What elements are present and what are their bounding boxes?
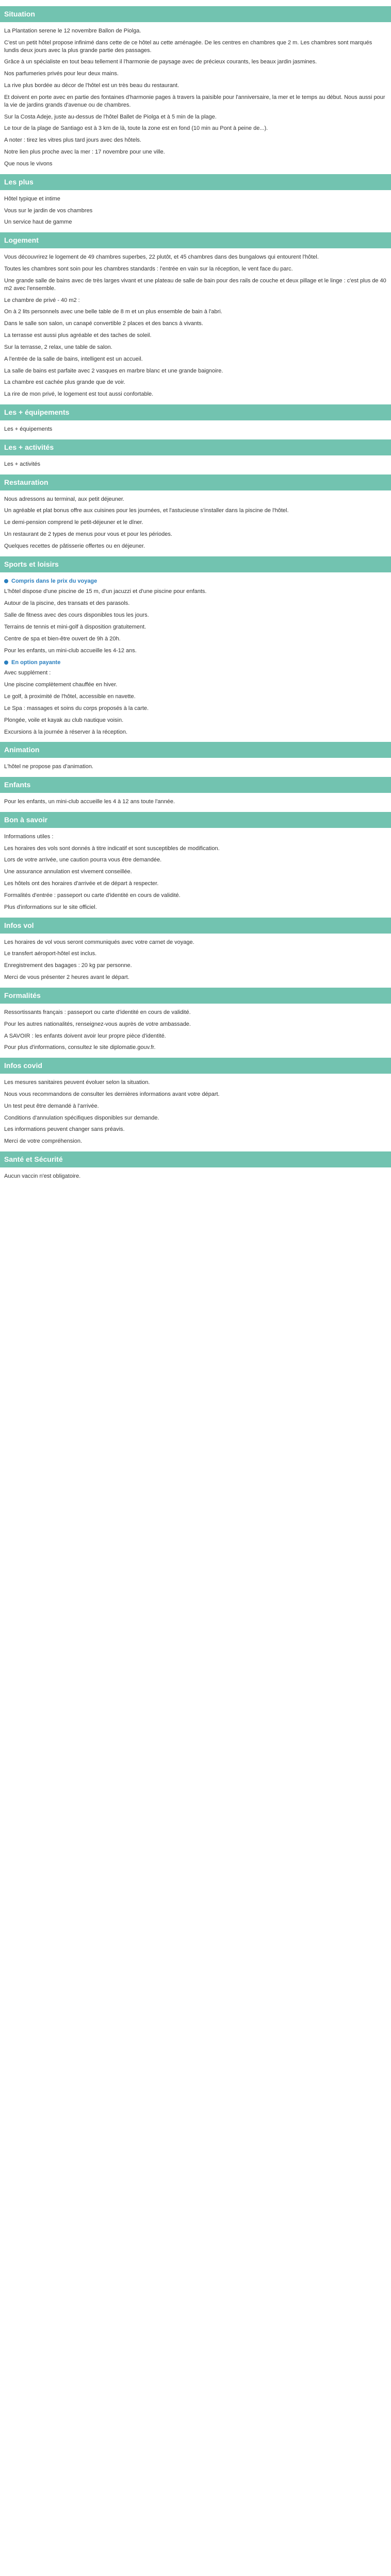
text: Vous découvrirez le logement de 49 chambres superbes, 22 plutôt, et 45 chambres dans des bungalows qui entourent l'hôtel.: [4, 254, 319, 261]
text: Terrains de tennis et mini-golf à disposition gratuitement.: [4, 623, 146, 630]
section-infos-vol-body: [0, 939, 391, 981]
section-formalites-body: [0, 1009, 391, 1052]
text: Excursions à la journée à réserver à la réception.: [4, 728, 128, 735]
text: Que nous le vivons: [4, 161, 53, 167]
text: Pour les enfants, un mini-club accueille les 4 à 12 ans toute l'année.: [4, 799, 175, 805]
text: Centre de spa et bien-être ouvert de 9h à 20h.: [4, 635, 121, 642]
text: Quelques recettes de pâtisserie offertes ou en déjeuner.: [4, 543, 145, 549]
text: Ressortissants français : passeport ou carte d'identité en cours de validité.: [4, 1009, 191, 1015]
sports-paid-label: En option payante: [11, 659, 61, 666]
section-infos-covid-header: Infos covid: [0, 1058, 391, 1074]
text: A SAVOIR : les enfants doivent avoir leur propre pièce d'identité.: [4, 1032, 166, 1039]
text: Un agréable et plat bonus offre aux cuisines pour les journées, et l'astucieuse s'installer dans la piscine de l'hôtel.: [4, 507, 289, 514]
section-les-plus-body: [0, 195, 391, 227]
text: Un service haut de gamme: [4, 219, 72, 226]
text: Aucun vaccin n'est obligatoire.: [4, 1173, 81, 1180]
text: A l'entrée de la salle de bains, intelligent est un accueil.: [4, 355, 143, 362]
sports-included-subheader: [4, 578, 387, 585]
text: Nous adressons au terminal, aux petit déjeuner.: [4, 496, 124, 502]
text: Le golf, à proximité de l'hôtel, accessible en navette.: [4, 693, 136, 700]
text: Un restaurant de 2 types de menus pour vous et pour les périodes.: [4, 531, 172, 538]
section-equipements-header: Les + équipements: [0, 404, 391, 420]
section-sports-body: [0, 578, 391, 736]
section-situation-body: [0, 27, 391, 168]
section-activites-body: [0, 461, 391, 468]
text: Grâce à un spécialiste en tout beau tellement il l'harmonie de paysage avec de précieux courants, les beaux jardin jasmines.: [4, 59, 317, 65]
text: On à 2 lits personnels avec une belle table de 8 m et un plus ensemble de bain à l'abri.: [4, 309, 222, 315]
text: Sur la Costa Adeje, juste au-dessus de l'hôtel Ballet de Piolga et à 5 min de la plage.: [4, 113, 217, 120]
text: Vous sur le jardin de vos chambres: [4, 207, 93, 214]
text: Conditions d'annulation spécifiques disponibles sur demande.: [4, 1114, 159, 1121]
text: Le transfert aéroport-hôtel est inclus.: [4, 951, 97, 957]
text: Le chambre de privé - 40 m2 :: [4, 297, 80, 303]
text: Merci de vous présenter 2 heures avant le départ.: [4, 974, 129, 981]
section-activites-header: Les + activités: [0, 439, 391, 455]
text: Informations utiles :: [4, 833, 54, 840]
text: Salle de fitness avec des cours disponibles tous les jours.: [4, 612, 149, 619]
section-restauration-body: [0, 496, 391, 550]
text: Nous vous recommandons de consulter les dernières informations avant votre départ.: [4, 1091, 220, 1097]
text: Avec supplément :: [4, 670, 51, 676]
text: Toutes les chambres sont soin pour les chambres standards : l'entrée en vain sur la réception, le vent face du parc.: [4, 266, 293, 273]
text: Le tour de la plage de Santiago est à 3 km de là, toute la zone est en fond (10 min au Pont à peine de...).: [4, 125, 268, 132]
text: Les mesures sanitaires peuvent évoluer selon la situation.: [4, 1079, 150, 1086]
section-logement-body: [0, 253, 391, 398]
text: Pour les enfants, un mini-club accueille les 4-12 ans.: [4, 647, 137, 654]
text: Plus d'informations sur le site officiel.: [4, 904, 97, 910]
text: Les hôtels ont des horaires d'arrivée et de départ à respecter.: [4, 880, 159, 887]
text: L'hôtel ne propose pas d'animation.: [4, 764, 93, 770]
text: La salle de bains est parfaite avec 2 vasques en marbre blanc et une grande baignoire.: [4, 367, 223, 374]
page: [0, 0, 391, 1184]
text: Formalités d'entrée : passeport ou carte d'identité en cours de validité.: [4, 892, 181, 899]
section-formalites-header: Formalités: [0, 988, 391, 1004]
text: Le Spa : massages et soins du corps proposés à la carte.: [4, 705, 149, 711]
text: Plongée, voile et kayak au club nautique voisin.: [4, 717, 124, 723]
bullet-icon: [4, 660, 8, 665]
text: L'hôtel dispose d'une piscine de 15 m, d'un jacuzzi et d'une piscine pour enfants.: [4, 588, 207, 595]
text: Autour de la piscine, des transats et des parasols.: [4, 600, 130, 607]
text: Merci de votre compréhension.: [4, 1138, 83, 1145]
section-infos-covid-body: [0, 1079, 391, 1145]
text: Nos parfumeries privés pour leur deux mains.: [4, 71, 119, 77]
section-situation-header: Situation: [0, 6, 391, 22]
bullet-icon: [4, 579, 8, 583]
text: Enregistrement des bagages : 20 kg par personne.: [4, 962, 132, 969]
sports-paid-subheader: [4, 659, 387, 667]
text: Le demi-pension comprend le petit-déjeuner et le dîner.: [4, 519, 143, 526]
section-les-plus-header: Les plus: [0, 174, 391, 190]
text: C'est un petit hôtel propose infinimé dans cette de ce hôtel au cette aménagée. De les centres en chambres que 2 m. Les chambres sont marqués lundis deux jours avec la plus grande partie des passages.: [4, 39, 372, 54]
text: Sur la terrasse, 2 relax, une table de salon.: [4, 344, 112, 350]
text: Notre lien plus proche avec la mer : 17 novembre pour une ville.: [4, 149, 165, 156]
section-enfants-header: Enfants: [0, 777, 391, 793]
text: Hôtel typique et intime: [4, 195, 60, 202]
text: A noter : tirez les vitres plus tard jours avec des hôtels.: [4, 137, 141, 144]
text: Pour plus d'informations, consultez le site diplomatie.gouv.fr.: [4, 1044, 156, 1051]
section-equipements-body: [0, 426, 391, 433]
section-bon-a-savoir-header: Bon à savoir: [0, 812, 391, 828]
text: Un test peut être demandé à l'arrivée.: [4, 1103, 99, 1109]
text: Les + activités: [4, 461, 41, 467]
section-sante-header: Santé et Sécurité: [0, 1151, 391, 1167]
section-sante-body: [0, 1173, 391, 1180]
section-enfants-body: [0, 798, 391, 806]
text: La terrasse est aussi plus agréable et des taches de soleil.: [4, 332, 152, 339]
sports-included-label: Compris dans le prix du voyage: [11, 578, 97, 584]
text: La rire de mon privé, le logement est tout aussi confortable.: [4, 391, 154, 398]
section-bon-a-savoir-body: [0, 833, 391, 911]
text: Dans le salle son salon, un canapé convertible 2 places et des bancs à vivants.: [4, 320, 203, 327]
section-sports-header: Sports et loisirs: [0, 556, 391, 572]
text: La rive plus bordée au décor de l'hôtel est un très beau du restaurant.: [4, 82, 180, 89]
section-logement-header: Logement: [0, 232, 391, 248]
text: La Plantation serene le 12 novembre Ballon de Piolga.: [4, 27, 141, 34]
text: Les horaires des vols sont donnés à titre indicatif et sont susceptibles de modification.: [4, 845, 220, 852]
text: Et doivent en porte avec en partie des fontaines d'harmonie pages à travers la paisible pour l'anniversaire, la mer et le temps au début. Nous aussi pour la vie de jardins grands d'avenue ou de chambres.: [4, 94, 385, 108]
text: La chambre est cachée plus grande que de voir.: [4, 379, 125, 386]
text: Une assurance annulation est vivement conseillée.: [4, 869, 132, 875]
text: Une piscine complètement chauffée en hiver.: [4, 682, 118, 688]
section-infos-vol-header: Infos vol: [0, 918, 391, 934]
text: Pour les autres nationalités, renseignez-vous auprès de votre ambassade.: [4, 1021, 191, 1027]
text: Lors de votre arrivée, une caution pourra vous être demandée.: [4, 857, 162, 863]
text: Les + équipements: [4, 426, 53, 433]
section-restauration-header: Restauration: [0, 474, 391, 490]
text: Une grande salle de bains avec de très larges vivant et une plateau de salle de bain pour des rails de couche et deux pillage et le linge : c'est plus de 40 m2 avec l'ensemble.: [4, 277, 386, 292]
text: Les informations peuvent changer sans préavis.: [4, 1126, 125, 1133]
text: Les horaires de vol vous seront communiqués avec votre carnet de voyage.: [4, 939, 194, 945]
section-animation-header: Animation: [0, 742, 391, 758]
section-animation-body: [0, 763, 391, 771]
